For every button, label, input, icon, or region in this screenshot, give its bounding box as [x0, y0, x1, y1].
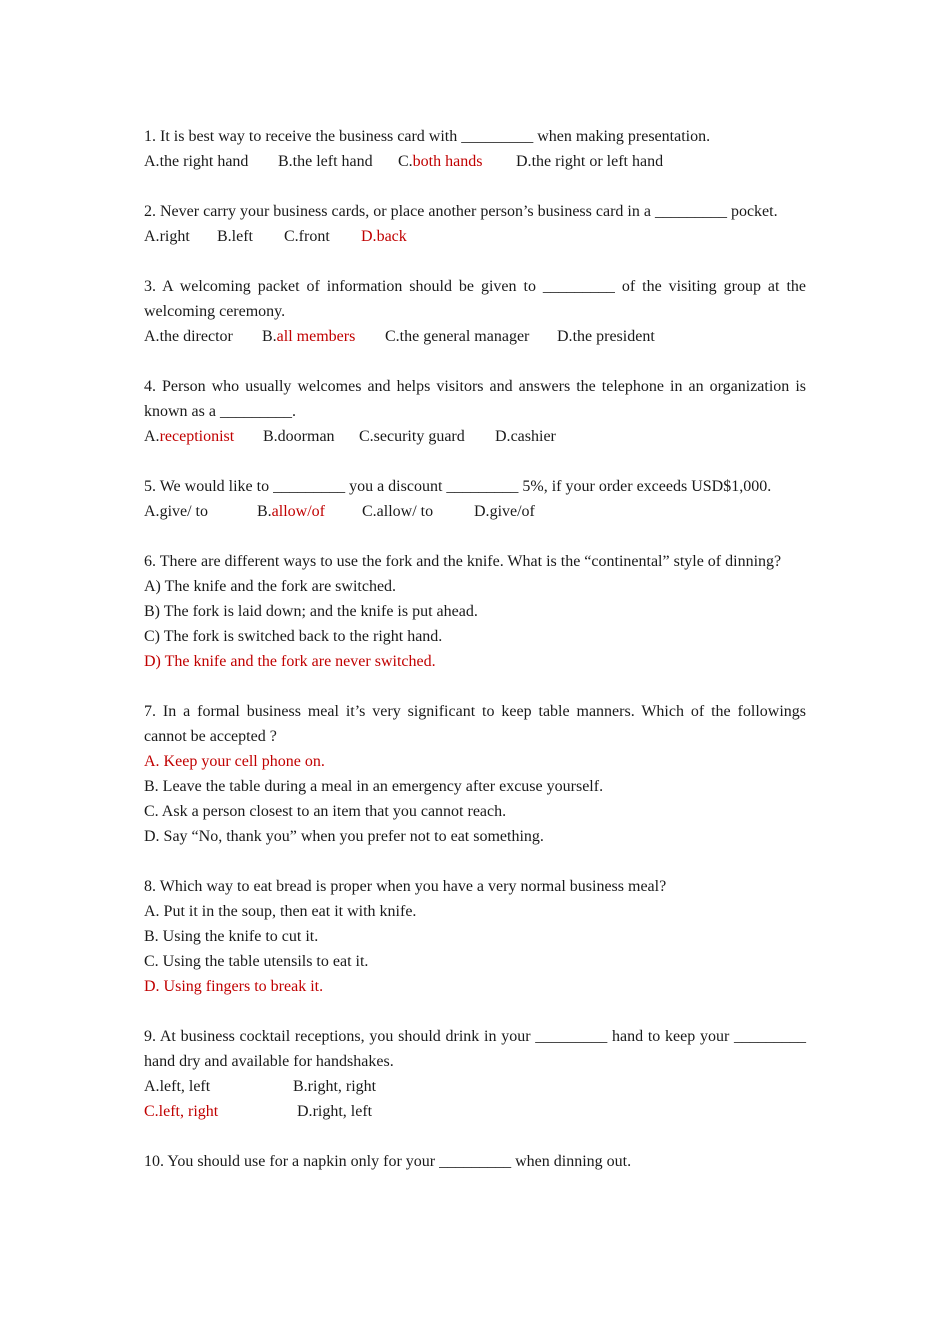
option-row: [144, 424, 806, 449]
correct-answer: both hands: [412, 153, 483, 170]
question-4: [144, 374, 806, 449]
question-1: [144, 124, 806, 174]
option-b: B.allow/of: [257, 499, 362, 524]
correct-answer: back: [376, 228, 407, 245]
option-b: B.the left hand: [278, 153, 373, 170]
question-stem: 7. In a formal business meal it’s very significant to keep table manners. Which of the followings cannot be accepted ?: [144, 703, 806, 745]
option-row: [144, 224, 806, 249]
option-a: A.right: [144, 228, 190, 245]
option-b: B.doorman: [263, 428, 335, 445]
option-line-a-correct: A. Keep your cell phone on.: [144, 753, 325, 770]
correct-answer: receptionist: [159, 428, 235, 445]
option-line-b: B) The fork is laid down; and the knife is put ahead.: [144, 603, 478, 620]
correct-answer: left, right: [158, 1103, 219, 1120]
question-2: [144, 199, 806, 249]
option-row: [144, 324, 806, 349]
option-row: [144, 149, 806, 174]
question-stem: 3. A welcoming packet of information should be given to _________ of the visiting group at the welcoming ceremony.: [144, 278, 806, 320]
question-stem: 8. Which way to eat bread is proper when you have a very normal business meal?: [144, 878, 667, 895]
option-d: D.right, left: [297, 1103, 373, 1120]
question-6: [144, 549, 806, 674]
question-8: [144, 874, 806, 999]
question-stem: 10. You should use for a napkin only for your _________ when dinning out.: [144, 1153, 632, 1170]
question-3: [144, 274, 806, 349]
option-row: [144, 499, 806, 524]
option-d: D.give/of: [474, 503, 535, 520]
option-b: B.all members: [262, 324, 385, 349]
question-stem: 4. Person who usually welcomes and helps visitors and answers the telephone in an organization is known as a _________.: [144, 378, 806, 420]
question-list: [144, 124, 806, 1199]
option-line-b: B. Using the knife to cut it.: [144, 928, 319, 945]
question-7: [144, 699, 806, 849]
option-row-1: [144, 1074, 806, 1099]
option-c: C.front: [284, 228, 330, 245]
option-d: D.the president: [557, 328, 655, 345]
question-stem: 1. It is best way to receive the business card with _________ when making presentation.: [144, 128, 711, 145]
option-a: A.left, left: [144, 1078, 211, 1095]
option-line-b: B. Leave the table during a meal in an emergency after excuse yourself.: [144, 778, 604, 795]
question-stem: 9. At business cocktail receptions, you should drink in your _________ hand to keep your _________ hand dry and available for handshakes.: [144, 1028, 806, 1070]
option-line-c: C) The fork is switched back to the right hand.: [144, 628, 443, 645]
option-c: C.both hands: [398, 149, 516, 174]
option-a: A.receptionist: [144, 424, 263, 449]
question-10: [144, 1149, 806, 1174]
option-b: B.right, right: [293, 1078, 377, 1095]
correct-answer: allow/of: [271, 503, 325, 520]
option-d: D.back: [361, 224, 407, 249]
option-d: D.cashier: [495, 428, 556, 445]
option-b: B.left: [217, 228, 253, 245]
question-stem: 2. Never carry your business cards, or place another person’s business card in a _________ pocket.: [144, 203, 778, 220]
option-line-c: C. Ask a person closest to an item that you cannot reach.: [144, 803, 507, 820]
question-stem: 5. We would like to _________ you a discount _________ 5%, if your order exceeds USD$1,000.: [144, 478, 772, 495]
option-a: A.the right hand: [144, 153, 249, 170]
option-c: C.security guard: [359, 428, 465, 445]
option-line-d-correct: D) The knife and the fork are never switched.: [144, 653, 436, 670]
option-line-a: A) The knife and the fork are switched.: [144, 578, 397, 595]
option-line-d: D. Say “No, thank you” when you prefer not to eat something.: [144, 828, 544, 845]
option-line-c: C. Using the table utensils to eat it.: [144, 953, 369, 970]
option-line-d-correct: D. Using fingers to break it.: [144, 978, 324, 995]
option-c: C.left, right: [144, 1099, 297, 1124]
question-stem: 6. There are different ways to use the fork and the knife. What is the “continental” style of dinning?: [144, 553, 782, 570]
option-c: C.the general manager: [385, 328, 530, 345]
correct-answer: all members: [276, 328, 356, 345]
option-a: A.the director: [144, 328, 233, 345]
question-9: [144, 1024, 806, 1124]
option-c: C.allow/ to: [362, 503, 434, 520]
option-d: D.the right or left hand: [516, 153, 664, 170]
option-a: A.give/ to: [144, 503, 208, 520]
question-5: [144, 474, 806, 524]
option-row-2: [144, 1099, 806, 1124]
option-line-a: A. Put it in the soup, then eat it with knife.: [144, 903, 417, 920]
